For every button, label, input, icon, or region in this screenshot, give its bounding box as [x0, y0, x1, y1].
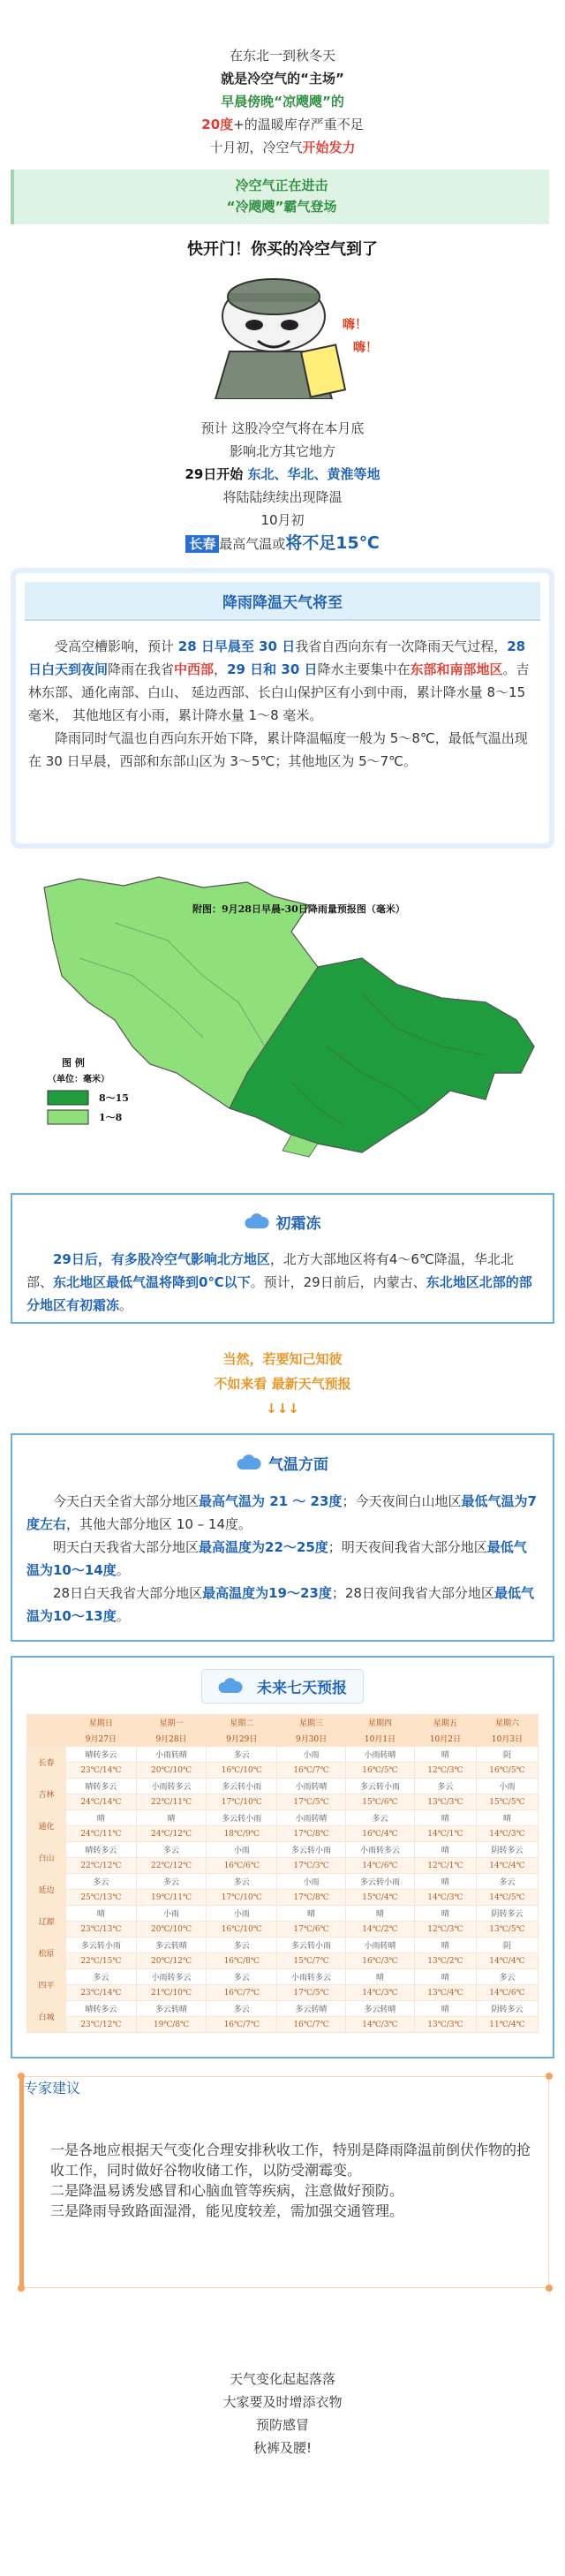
- legend-swatch-light: [48, 1110, 88, 1124]
- temperature-cell: 17℃/8℃: [277, 1890, 346, 1906]
- weather-cell: 阴: [476, 1747, 538, 1763]
- outro-line: 大家要及时增添衣物: [222, 2394, 343, 2410]
- weather-cell: 多云转晴: [277, 2001, 346, 2017]
- intro-line: [0, 113, 565, 136]
- rain-paragraph: 降雨同时气温也自西向东开始下降，累计降温幅度一般为 5～8℃，最低气温出现在 30 日早晨，西部和东部山区为 3～5℃；其他地区为 5～7℃。: [28, 730, 528, 769]
- weather-cell: 晴转多云: [66, 1842, 137, 1858]
- text-part: 受高空槽影响，预计: [55, 638, 178, 654]
- meme-face-icon: [177, 267, 388, 399]
- decor-dot: [18, 2073, 25, 2080]
- table-row: [27, 1890, 539, 1906]
- temperature-cell: 15℃/5℃: [476, 1794, 538, 1810]
- temperature-cell: 24℃/12℃: [136, 1826, 207, 1842]
- weather-cell: 多云: [476, 1969, 538, 1985]
- weather-cell: 晴: [414, 1810, 476, 1826]
- text-part: 。预计，29日前后，内蒙古、: [250, 1274, 426, 1290]
- weather-cell: 晴: [476, 1810, 538, 1826]
- weather-cell: 多云转小雨: [207, 1810, 277, 1826]
- temperature-cell: 22℃/15℃: [66, 1953, 137, 1969]
- temperature-cell: 23℃/14℃: [66, 1763, 137, 1779]
- expert-item: 二是降温易诱发感冒和心脑血管等疾病，注意做好预防。: [50, 2182, 404, 2199]
- expert-card: [19, 2076, 549, 2288]
- temperature-paragraph: [26, 1490, 539, 1536]
- banner-line: “冷飕飕”霸气登场: [226, 199, 337, 215]
- decor-dot: [18, 2285, 25, 2292]
- section-banner: [11, 170, 549, 224]
- highlight: 28 日早晨至 30 日: [177, 638, 296, 654]
- weather-cell: 阴转多云: [476, 2001, 538, 2017]
- forecast-corner: [27, 1715, 66, 1731]
- weather-cell: 多云转晴: [136, 2001, 207, 2017]
- date-header: 9月27日: [66, 1731, 137, 1747]
- city-cell: 延边: [27, 1874, 66, 1906]
- day-header: 星期二: [207, 1715, 277, 1731]
- table-row: [27, 1779, 539, 1794]
- text-part: ，其他大部分地区 10 – 14度。: [66, 1516, 252, 1532]
- weather-cell: 多云: [207, 1874, 277, 1890]
- prediction-line: 将陆陆续续出现降温: [222, 489, 343, 505]
- temperature-cell: 16℃/7℃: [277, 2017, 346, 2033]
- seven-day-card-title: 未来七天预报: [257, 1679, 347, 1697]
- mid-note: [0, 1347, 565, 1421]
- forecast-date-row: [27, 1731, 539, 1747]
- weather-cell: 阴转多云: [476, 1842, 538, 1858]
- weather-cell: 多云: [414, 1779, 476, 1794]
- expert-card-title: 专家建议: [24, 2080, 81, 2096]
- table-row: [27, 1794, 539, 1810]
- temperature-cell: 16℃/6℃: [207, 1858, 277, 1874]
- temperature-cell: 20℃/12℃: [136, 1953, 207, 1969]
- weather-cell: 多云: [66, 1874, 137, 1890]
- temperature-cell: 17℃/3℃: [277, 1858, 346, 1874]
- city-cell: 白城: [27, 2001, 66, 2033]
- weather-cell: 晴: [136, 1810, 207, 1826]
- weather-cell: 晴: [414, 1969, 476, 1985]
- weather-cell: 晴: [414, 1906, 476, 1922]
- table-row: [27, 1842, 539, 1858]
- map-svg: [26, 870, 556, 1161]
- seven-day-card-header: [12, 1658, 553, 1714]
- intro-line: 早晨傍晚“凉飕飕”的: [221, 94, 344, 110]
- text-part: 今天白天全省大部分地区: [53, 1493, 200, 1509]
- text-part: ，北方大部地区将有4～6℃降温，华北北部、: [26, 1251, 514, 1290]
- prediction-text: [0, 417, 565, 555]
- forecast-table: [26, 1714, 539, 2033]
- highlight: 东部和南部地区: [410, 661, 503, 677]
- temperature-cell: 14℃/4℃: [476, 1858, 538, 1874]
- day-header: 星期三: [277, 1715, 346, 1731]
- date-header: 10月3日: [476, 1731, 538, 1747]
- weather-cell: 小雨: [207, 1842, 277, 1858]
- table-row: [27, 1953, 539, 1969]
- temperature-cell: 13℃/4℃: [414, 1985, 476, 2001]
- temperature-cell: 17℃/10℃: [207, 1890, 277, 1906]
- temperature-cell: 17℃/6℃: [277, 1922, 346, 1938]
- weather-cell: 多云: [136, 1874, 207, 1890]
- frost-card-header: [12, 1195, 553, 1248]
- highlight: 最低气温为10～14度: [26, 1539, 527, 1578]
- temperature-card-title: 气温方面: [268, 1455, 328, 1474]
- meme-image: [177, 267, 388, 399]
- weather-cell: 晴: [414, 1938, 476, 1953]
- weather-cell: 晴转多云: [66, 1747, 137, 1763]
- weather-cell: 小雨转晴: [277, 1810, 346, 1826]
- weather-cell: 多云转晴: [346, 2001, 415, 2017]
- text-part: ；明天夜间我省大部分地区: [328, 1539, 487, 1555]
- temperature-cell: 12℃/3℃: [414, 1922, 476, 1938]
- highlight: 最高温度为19～23度: [202, 1585, 332, 1601]
- highlight: 28 日白天到夜间: [28, 638, 526, 677]
- weather-cell: 晴: [66, 1810, 137, 1826]
- temperature-cell: 20℃/10℃: [136, 1922, 207, 1938]
- weather-cell: 小雨转多云: [136, 1779, 207, 1794]
- text-part: 我省自西向东有一次降雨天气过程，: [295, 638, 508, 654]
- temperature-cell: 19℃/11℃: [136, 1890, 207, 1906]
- prediction-text-part: 29日开始: [185, 466, 248, 482]
- table-row: [27, 1810, 539, 1826]
- text-part: 28日白天我省大部分地区: [53, 1585, 203, 1601]
- table-row: [27, 1747, 539, 1763]
- weather-cell: 晴: [414, 1874, 476, 1890]
- intro-line: [0, 136, 565, 159]
- weather-cell: 小雨: [207, 1906, 277, 1922]
- meme-text: 嗨！: [353, 341, 378, 355]
- weather-cell: 晴: [414, 1842, 476, 1858]
- seven-day-card: [11, 1656, 554, 2059]
- weather-cell: 小雨转多云: [136, 1969, 207, 1985]
- temperature-cell: 16℃/7℃: [207, 1985, 277, 2001]
- highlight: 29 日和 30 日: [227, 661, 318, 677]
- date-header: 9月29日: [207, 1731, 277, 1747]
- prediction-line: 10月初: [260, 512, 305, 528]
- weather-cell: 小雨: [476, 1779, 538, 1794]
- cloud-icon: [245, 1213, 269, 1229]
- city-cell: 吉林: [27, 1779, 66, 1810]
- highlight: 中西部: [174, 661, 215, 677]
- table-row: [27, 1874, 539, 1890]
- weather-cell: 小雨: [277, 1747, 346, 1763]
- temperature-cell: 12℃/3℃: [414, 1763, 476, 1779]
- day-header: 星期五: [414, 1715, 476, 1731]
- temperature-cell: 17℃/10℃: [207, 1794, 277, 1810]
- table-row: [27, 1985, 539, 2001]
- temperature-cell: 14℃/6℃: [476, 1985, 538, 2001]
- highlight: 29日后，有多股冷空气影响北方地区: [53, 1251, 270, 1267]
- weather-cell: 小雨转晴: [136, 1747, 207, 1763]
- text-part: 。吉林东部、通化南部、白山、 延边西部、长白山保护区有小到中雨，累计降水量 8～15 毫米， 其他地区有小雨，累计降水量 1～8 毫米。: [28, 661, 530, 723]
- city-cell: 辽源: [27, 1906, 66, 1938]
- temperature-cell: 16℃/10℃: [207, 1922, 277, 1938]
- temperature-cell: 24℃/11℃: [66, 1826, 137, 1842]
- temperature-cell: 24℃/14℃: [66, 1794, 137, 1810]
- temperature-cell: 16℃/5℃: [476, 1763, 538, 1779]
- day-header: 星期六: [476, 1715, 538, 1731]
- frost-card-title: 初霜冻: [275, 1214, 321, 1233]
- frost-card-body: [12, 1248, 553, 1317]
- temperature-cell: 15℃/4℃: [346, 1890, 415, 1906]
- temperature-card: [11, 1433, 554, 1642]
- text-part: 。: [116, 1608, 130, 1624]
- highlight: 东北地区北部的部分地区有初霜冻: [26, 1274, 532, 1313]
- weather-cell: 多云转小雨: [277, 1938, 346, 1953]
- day-header: 星期日: [66, 1715, 137, 1731]
- temperature-cell: 14℃/3℃: [346, 1985, 415, 2001]
- prediction-highlight: 将不足15℃: [285, 533, 380, 553]
- text-part: 。: [116, 1562, 130, 1578]
- intro-text: [0, 0, 565, 159]
- temperature-cell: 16℃/5℃: [346, 1763, 415, 1779]
- day-header: 星期一: [136, 1715, 207, 1731]
- weather-cell: 多云: [207, 1747, 277, 1763]
- weather-cell: 多云转晴: [136, 1938, 207, 1953]
- table-row: [27, 1826, 539, 1842]
- temperature-cell: 13℃/3℃: [414, 2017, 476, 2033]
- table-row: [27, 1906, 539, 1922]
- temperature-cell: 13℃/2℃: [414, 1953, 476, 1969]
- table-row: [27, 1922, 539, 1938]
- rain-paragraph: [28, 635, 537, 727]
- weather-cell: 晴: [277, 1906, 346, 1922]
- text-part: ；28日夜间我省大部分地区: [331, 1585, 494, 1601]
- weather-cell: 多云: [476, 1874, 538, 1890]
- city-cell: 通化: [27, 1810, 66, 1842]
- weather-cell: 晴: [414, 2001, 476, 2017]
- table-row: [27, 1938, 539, 1953]
- banner-line: 冷空气正在进击: [235, 178, 328, 193]
- temperature-cell: 14℃/5℃: [476, 1890, 538, 1906]
- date-header: 10月1日: [346, 1731, 415, 1747]
- date-header: 9月28日: [136, 1731, 207, 1747]
- mid-note-line: 当然，若要知己知彼: [222, 1351, 343, 1367]
- intro-highlight: 开始发力: [302, 140, 356, 155]
- legend-unit: （单位：毫米）: [48, 1075, 109, 1084]
- intro-line: 在东北一到秋冬天: [229, 48, 335, 64]
- prediction-text-part: 最高气温或: [219, 536, 286, 552]
- forecast-header-row: [27, 1715, 539, 1731]
- cloud-icon: [218, 1678, 243, 1694]
- outro-text: [0, 2368, 565, 2459]
- city-cell: 长春: [27, 1747, 66, 1779]
- text-part: ；今天夜间白山地区: [342, 1493, 462, 1509]
- outro-line: 预防感冒: [255, 2417, 309, 2433]
- date-header: 10月2日: [414, 1731, 476, 1747]
- weather-cell: 多云转小雨: [277, 1842, 346, 1858]
- temperature-cell: 22℃/11℃: [136, 1794, 207, 1810]
- weather-cell: 小雨转晴: [346, 1938, 415, 1953]
- weather-cell: 多云: [346, 1810, 415, 1826]
- temperature-cell: 15℃/7℃: [277, 1953, 346, 1969]
- temperature-cell: 17℃/5℃: [277, 1794, 346, 1810]
- weather-cell: 多云转小雨: [66, 1938, 137, 1953]
- table-row: [27, 1763, 539, 1779]
- city-cell: 四平: [27, 1969, 66, 2001]
- legend-label: 1～8: [99, 1112, 123, 1123]
- temperature-cell: 17℃/8℃: [277, 1826, 346, 1842]
- weather-cell: 阴: [476, 1938, 538, 1953]
- frost-paragraph: [26, 1248, 539, 1317]
- text-part: 降雨在我省: [108, 661, 175, 677]
- temperature-cell: 22℃/12℃: [66, 1858, 137, 1874]
- intro-highlight: 20度: [201, 117, 234, 132]
- weather-cell: 晴: [414, 1747, 476, 1763]
- table-row: [27, 1858, 539, 1874]
- table-row: [27, 2001, 539, 2017]
- prediction-line: 预计 这股冷空气将在本月底: [200, 420, 365, 436]
- text-part: 明天白天我省大部分地区: [53, 1539, 200, 1555]
- weather-cell: 多云转小雨: [346, 1874, 415, 1890]
- temperature-cell: 20℃/10℃: [136, 1763, 207, 1779]
- mid-note-line: 不如来看 最新天气预报: [214, 1376, 351, 1392]
- temperature-cell: 17℃/5℃: [277, 1985, 346, 2001]
- seven-day-title-box: [201, 1669, 364, 1703]
- rain-forecast-map: [26, 870, 556, 1161]
- rain-card-title: 降雨降温天气将至: [25, 582, 540, 621]
- expert-item: 三是降雨导致路面湿滑，能见度较差，需加强交通管理。: [50, 2202, 404, 2219]
- temperature-cell: 21℃/10℃: [136, 1985, 207, 2001]
- table-row: [27, 1969, 539, 1985]
- outro-line: 天气变化起起落落: [229, 2371, 335, 2387]
- prediction-highlight: 东北、华北、黄淮等地: [247, 466, 380, 482]
- temperature-cell: 14℃/6℃: [346, 1858, 415, 1874]
- temperature-cell: 14℃/2℃: [346, 1922, 415, 1938]
- temperature-cell: 14℃/3℃: [476, 1826, 538, 1842]
- forecast-body: [27, 1747, 539, 2033]
- frost-card: [11, 1193, 554, 1324]
- highlight: 最高气温为 21 ～ 23度: [199, 1493, 343, 1509]
- city-tag: 长春: [185, 535, 219, 553]
- weather-cell: 小雨转晴: [277, 1779, 346, 1794]
- table-row: [27, 2017, 539, 2033]
- weather-cell: 晴: [346, 1906, 415, 1922]
- city-cell: 白山: [27, 1842, 66, 1874]
- intro-text-part: +的温暖库存严重不足: [233, 117, 364, 132]
- intro-line: 就是冷空气的“主场”: [221, 71, 344, 87]
- weather-cell: 多云: [207, 1938, 277, 1953]
- temperature-cell: 16℃/3℃: [346, 1953, 415, 1969]
- weather-cell: 小雨转多云: [277, 1969, 346, 1985]
- temperature-cell: 12℃/1℃: [414, 1858, 476, 1874]
- highlight: 最低气温为7度左右: [26, 1493, 537, 1532]
- temperature-cell: 25℃/13℃: [66, 1890, 137, 1906]
- rain-card: [11, 568, 554, 849]
- temperature-paragraph: [26, 1536, 539, 1582]
- cloud-icon: [237, 1454, 261, 1470]
- legend-swatch-dark: [48, 1091, 88, 1105]
- forecast-corner: [27, 1731, 66, 1747]
- temperature-cell: 11℃/4℃: [476, 2017, 538, 2033]
- temperature-cell: 16℃/7℃: [277, 1763, 346, 1779]
- intro-text-part: 十月初，冷空气: [209, 140, 303, 155]
- temperature-cell: 14℃/3℃: [414, 1890, 476, 1906]
- decor-dot: [546, 2073, 553, 2080]
- weather-cell: 阴转多云: [476, 1906, 538, 1922]
- city-cell: 松原: [27, 1938, 66, 1969]
- weather-cell: 多云: [66, 1969, 137, 1985]
- weather-cell: 小雨转晴: [346, 1747, 415, 1763]
- weather-cell: 多云: [207, 1969, 277, 1985]
- decor-dot: [546, 2285, 553, 2292]
- temperature-cell: 19℃/8℃: [136, 2017, 207, 2033]
- down-arrows-icon: ↓↓↓: [266, 1401, 299, 1416]
- weather-cell: 晴: [66, 1906, 137, 1922]
- weather-cell: 晴转多云: [66, 2001, 137, 2017]
- legend-title: 图 例: [62, 1057, 85, 1069]
- weather-cell: 小雨转多云: [346, 1842, 415, 1858]
- weather-cell: 小雨: [277, 1874, 346, 1890]
- temperature-paragraph: [26, 1582, 539, 1628]
- text-part: 降水主要集中在: [317, 661, 411, 677]
- prediction-line: [0, 463, 565, 486]
- highlight: 东北地区最低气温将降到0℃以下: [53, 1274, 251, 1290]
- temperature-cell: 16℃/4℃: [346, 1826, 415, 1842]
- highlight: 最高温度为22～25度: [199, 1539, 328, 1555]
- weather-cell: 多云: [136, 1842, 207, 1858]
- rain-card-body: [16, 621, 549, 773]
- temperature-cell: 13℃/5℃: [476, 1922, 538, 1938]
- temperature-cell: 14℃/1℃: [414, 1826, 476, 1842]
- highlight: 最低气温为10～13度: [26, 1585, 534, 1624]
- temperature-cell: 15℃/6℃: [346, 1794, 415, 1810]
- weather-cell: 多云转小雨: [346, 1779, 415, 1794]
- weather-cell: 晴转多云: [66, 1779, 137, 1794]
- temperature-cell: 23℃/14℃: [66, 1985, 137, 2001]
- temperature-cell: 16℃/8℃: [207, 1953, 277, 1969]
- meme-text: 嗨！: [343, 318, 367, 332]
- date-header: 9月30日: [277, 1731, 346, 1747]
- meme-caption: 快开门！你买的冷空气到了: [187, 240, 378, 259]
- temperature-cell: 13℃/3℃: [414, 1794, 476, 1810]
- expert-item: 一是各地应根据天气变化合理安排秋收工作，特别是降雨降温前倒伏作物的抢收工作，同时做好谷物收储工作，以防受潮霉变。: [50, 2142, 531, 2179]
- expert-card-body: [24, 2139, 548, 2220]
- temperature-cell: 14℃/4℃: [476, 1953, 538, 1969]
- temperature-cell: 16℃/7℃: [207, 2017, 277, 2033]
- prediction-line: 影响北方其它地方: [229, 443, 335, 459]
- temperature-cell: 22℃/12℃: [136, 1858, 207, 1874]
- weather-cell: 小雨: [136, 1906, 207, 1922]
- weather-cell: 多云: [207, 2001, 277, 2017]
- map-title: 附图：9月28日早晨-30日降雨量预报图（毫米）: [192, 903, 405, 915]
- temperature-cell: 18℃/9℃: [207, 1826, 277, 1842]
- text-part: 。: [119, 1297, 133, 1313]
- temperature-cell: 23℃/12℃: [66, 2017, 137, 2033]
- temperature-card-body: [12, 1490, 553, 1628]
- temperature-cell: 14℃/3℃: [346, 2017, 415, 2033]
- text-part: ，: [214, 661, 228, 677]
- temperature-cell: 23℃/13℃: [66, 1922, 137, 1938]
- temperature-card-header: [12, 1435, 553, 1490]
- weather-cell: 多云转小雨: [207, 1779, 277, 1794]
- weather-cell: 晴: [346, 1969, 415, 1985]
- legend-label: 8～15: [99, 1092, 129, 1104]
- temperature-cell: 16℃/10℃: [207, 1763, 277, 1779]
- day-header: 星期四: [346, 1715, 415, 1731]
- prediction-line: [0, 532, 565, 555]
- outro-line: 秋裤及腰!: [252, 2440, 312, 2456]
